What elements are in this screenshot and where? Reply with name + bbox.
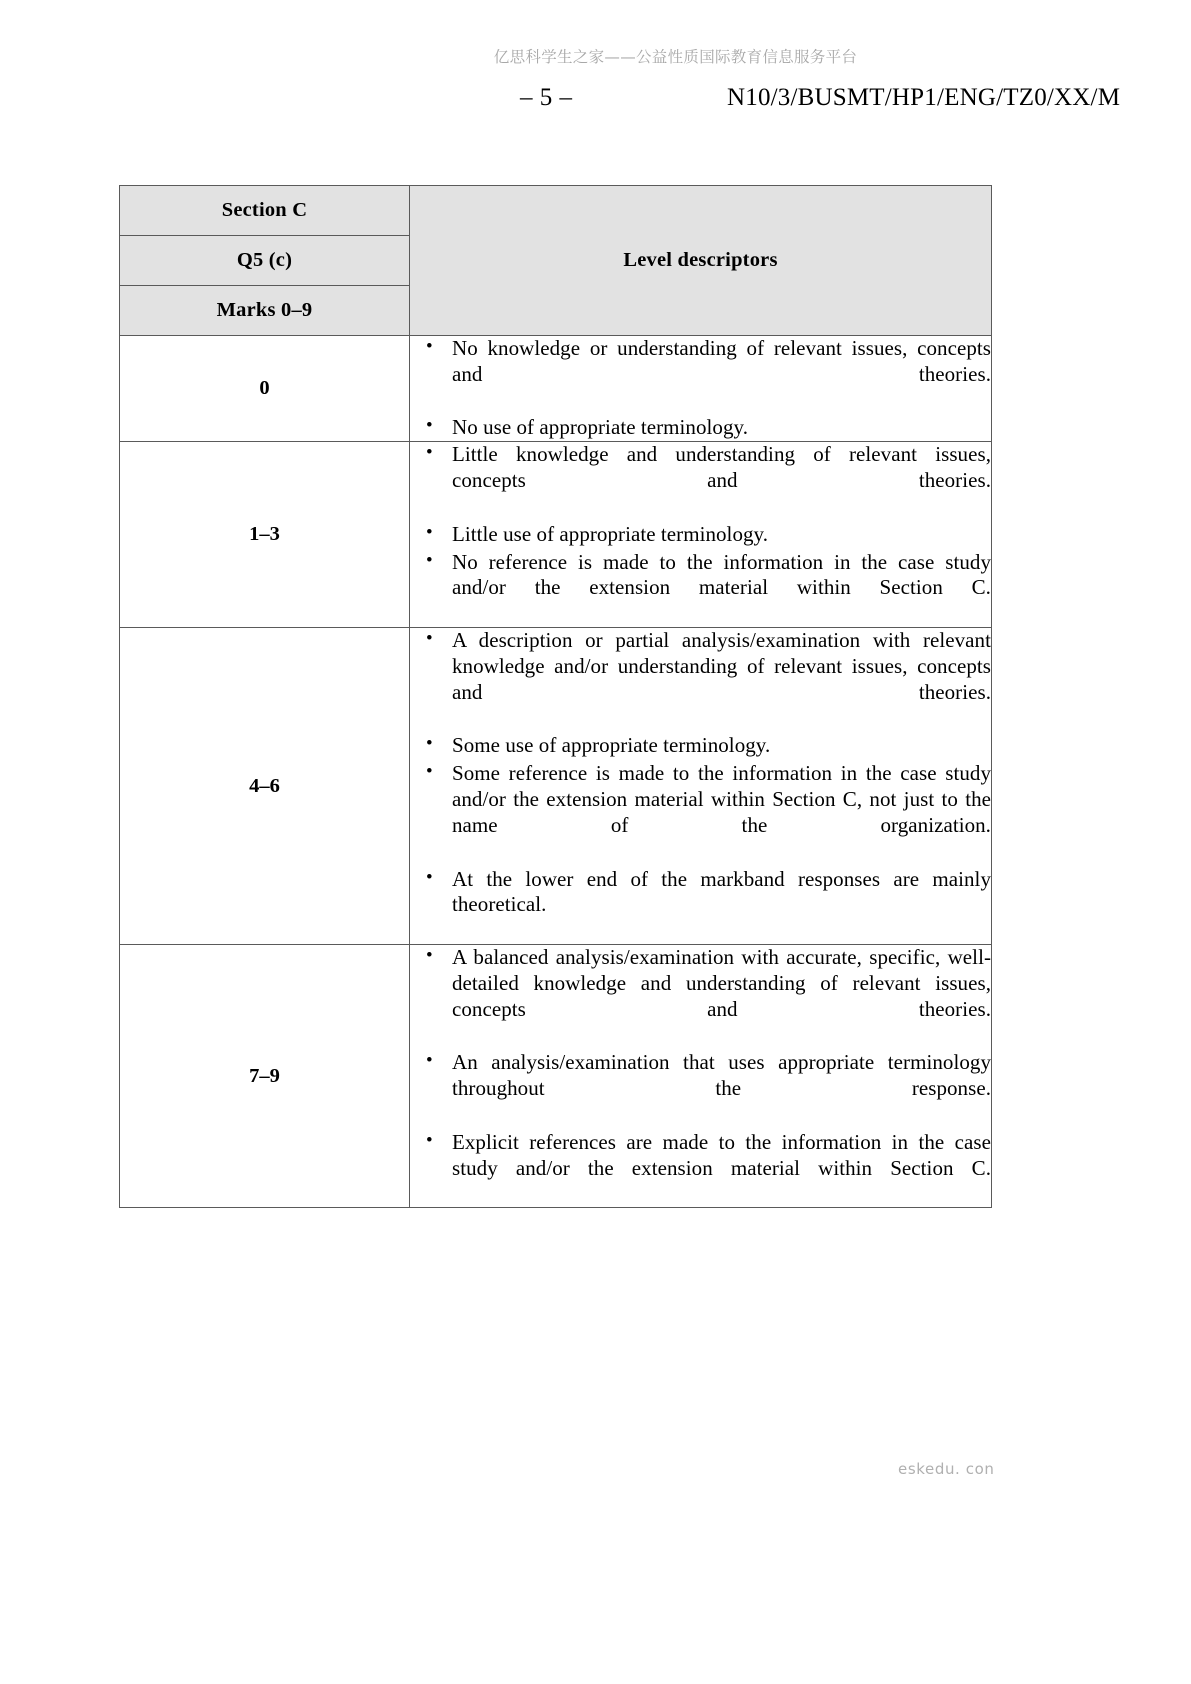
bullet-text: A description or partial analysis/examination with relevant knowledge and/or understanding of relevant issues, concepts and theories. (452, 628, 991, 704)
bullet-text: No reference is made to the information in the case study and/or the extension material within Section C. (452, 549, 991, 600)
list-item (410, 415, 991, 441)
top-watermark (0, 45, 1191, 67)
list-item (410, 550, 991, 627)
list-item (410, 1130, 991, 1207)
descriptor-bullet-list (410, 336, 991, 441)
table-row (120, 336, 992, 442)
level-descriptor-cell (410, 945, 992, 1208)
marks-header-cell: Marks 0–9 (120, 286, 410, 336)
list-item (410, 1050, 991, 1127)
bullet-text: An analysis/examination that uses appropriate terminology throughout the response. (452, 1050, 991, 1101)
table-header-row-section (120, 186, 992, 236)
list-item (410, 867, 991, 944)
table-row (120, 628, 992, 945)
paper-code: N10/3/BUSMT/HP1/ENG/TZ0/XX/M (727, 84, 1121, 111)
list-item (410, 442, 991, 519)
bullet-text: Little use of appropriate terminology. (452, 521, 769, 546)
list-item (410, 733, 991, 759)
table-row (120, 442, 992, 628)
bullet-text: Little knowledge and understanding of relevant issues, concepts and theories. (452, 442, 991, 493)
bullet-text: No use of appropriate terminology. (452, 415, 749, 440)
bottom-watermark: eskedu. con (898, 1460, 995, 1478)
mark-band-value: 4–6 (120, 628, 410, 945)
bullet-text: A balanced analysis/examination with accurate, specific, well-detailed knowledge and understanding of relevant issues, concepts and theories. (452, 945, 991, 1021)
markband-table-body (120, 186, 992, 1208)
section-header-cell: Section C (120, 186, 410, 236)
markband-table (119, 185, 992, 1208)
descriptor-bullet-list (410, 945, 991, 1207)
table-row (120, 945, 992, 1208)
level-descriptor-cell (410, 628, 992, 945)
descriptor-bullet-list (410, 628, 991, 944)
level-descriptors-header-cell: Level descriptors (410, 186, 992, 336)
bullet-text: At the lower end of the markband responses are mainly theoretical. (452, 866, 991, 917)
mark-band-value: 1–3 (120, 442, 410, 628)
bullet-text: Some reference is made to the information in the case study and/or the extension material within Section C, not just to the name of the organization. (452, 761, 991, 837)
list-item (410, 761, 991, 864)
list-item (410, 336, 991, 413)
list-item (410, 945, 991, 1048)
list-item (410, 628, 991, 731)
mark-band-value: 7–9 (120, 945, 410, 1208)
question-header-cell: Q5 (c) (120, 236, 410, 286)
bullet-text: Some use of appropriate terminology. (452, 733, 771, 758)
top-watermark-text: 亿思科学生之家——公益性质国际教育信息服务平台 (493, 48, 858, 66)
level-descriptor-cell (410, 336, 992, 442)
list-item (410, 522, 991, 548)
bullet-text: Explicit references are made to the information in the case study and/or the extension material within Section C. (452, 1129, 991, 1180)
descriptor-bullet-list (410, 442, 991, 627)
mark-band-value: 0 (120, 336, 410, 442)
page-header (0, 84, 1191, 118)
bullet-text: No knowledge or understanding of relevant issues, concepts and theories. (452, 336, 991, 386)
level-descriptor-cell (410, 442, 992, 628)
page-number: – 5 – (520, 84, 573, 111)
